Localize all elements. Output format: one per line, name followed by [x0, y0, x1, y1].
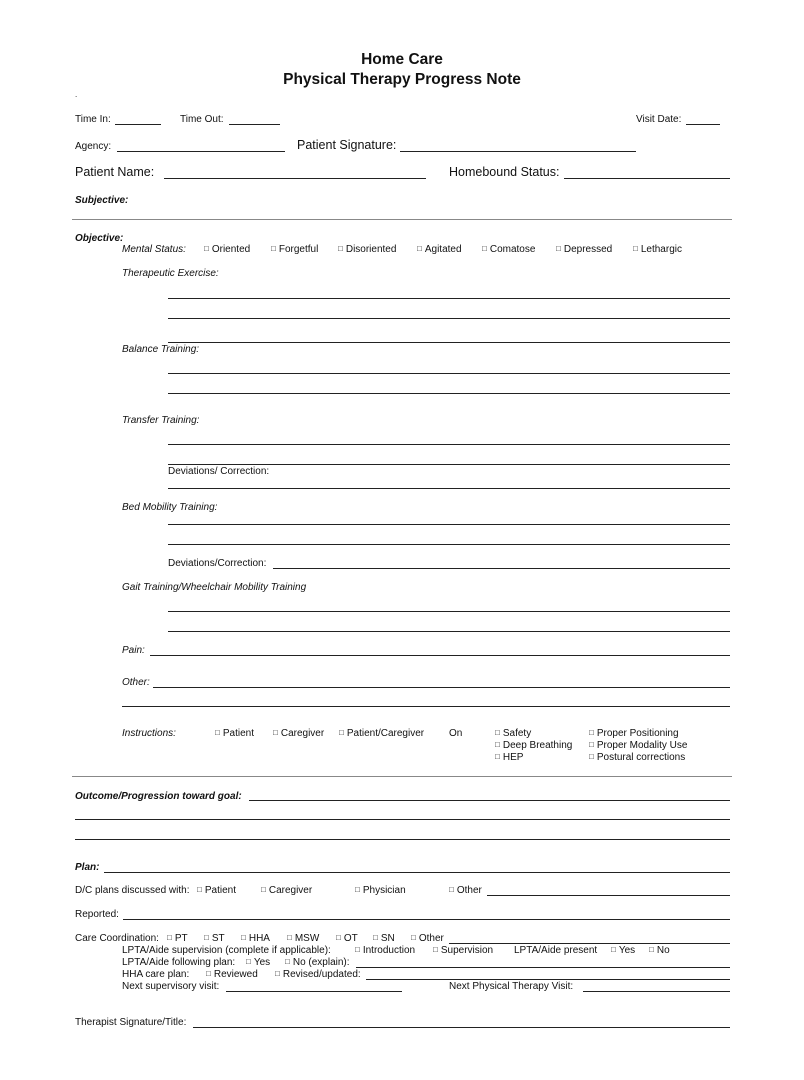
form-subtitle: Physical Therapy Progress Note	[283, 71, 521, 88]
lpta-following-label: LPTA/Aide following plan:	[122, 957, 236, 968]
objective-label: Objective:	[75, 233, 124, 244]
cc-other-checkbox[interactable]: □ Other	[411, 933, 444, 944]
homebound-status-label: Homebound Status:	[449, 165, 560, 179]
subjective-label: Subjective:	[75, 195, 129, 206]
lpta-supervision-label: LPTA/Aide supervision (complete if applicable):	[122, 945, 331, 956]
hha-revised-line[interactable]	[366, 979, 730, 980]
on-label: On	[449, 728, 463, 739]
agency-field[interactable]	[117, 151, 285, 152]
cc-ot-checkbox[interactable]: □ OT	[336, 933, 358, 944]
lpta-present-yes-checkbox[interactable]: □ Yes	[611, 945, 635, 956]
mental-forgetful-checkbox[interactable]: □ Forgetful	[271, 244, 318, 255]
therapist-signature-label: Therapist Signature/Title:	[75, 1017, 187, 1028]
outcome-line[interactable]	[249, 800, 730, 801]
time-out-field[interactable]	[229, 124, 280, 125]
topic-safety-checkbox[interactable]: □ Safety	[495, 728, 531, 739]
plan-line[interactable]	[104, 872, 730, 873]
instructions-label: Instructions:	[122, 728, 176, 739]
topic-hep-checkbox[interactable]: □ HEP	[495, 752, 523, 763]
lpta-explain-line[interactable]	[356, 967, 730, 968]
therapeutic-exercise-line[interactable]	[168, 342, 730, 343]
outcome-line[interactable]	[75, 819, 730, 820]
deviations-correction-line[interactable]	[168, 488, 730, 489]
patient-name-field[interactable]	[164, 178, 426, 179]
mental-oriented-checkbox[interactable]: □ Oriented	[204, 244, 250, 255]
bed-mobility-line[interactable]	[168, 544, 730, 545]
deviations-correction-label: Deviations/ Correction:	[168, 466, 270, 477]
dc-physician-checkbox[interactable]: □ Physician	[355, 885, 406, 896]
topic-deep-breathing-checkbox[interactable]: □ Deep Breathing	[495, 740, 572, 751]
gait-training-line[interactable]	[168, 631, 730, 632]
instr-caregiver-checkbox[interactable]: □ Caregiver	[273, 728, 324, 739]
next-supervisory-label: Next supervisory visit:	[122, 981, 220, 992]
lpta-following-no-checkbox[interactable]: □ No (explain):	[285, 957, 350, 968]
transfer-training-line[interactable]	[168, 444, 730, 445]
cc-sn-checkbox[interactable]: □ SN	[373, 933, 395, 944]
dc-caregiver-checkbox[interactable]: □ Caregiver	[261, 885, 312, 896]
time-in-field[interactable]	[115, 124, 161, 125]
therapeutic-exercise-line[interactable]	[168, 298, 730, 299]
deviations-correction-line[interactable]	[273, 568, 730, 569]
gait-training-line[interactable]	[168, 611, 730, 612]
reported-line[interactable]	[123, 919, 730, 920]
mental-disoriented-checkbox[interactable]: □ Disoriented	[338, 244, 396, 255]
gait-training-label: Gait Training/Wheelchair Mobility Training	[122, 582, 307, 593]
section-divider	[72, 776, 732, 777]
balance-training-line[interactable]	[168, 393, 730, 394]
mental-depressed-checkbox[interactable]: □ Depressed	[556, 244, 612, 255]
cc-st-checkbox[interactable]: □ ST	[204, 933, 225, 944]
homebound-status-field[interactable]	[564, 178, 730, 179]
mental-lethargic-checkbox[interactable]: □ Lethargic	[633, 244, 682, 255]
cc-pt-checkbox[interactable]: □ PT	[167, 933, 188, 944]
transfer-training-label: Transfer Training:	[122, 415, 200, 426]
plan-label: Plan:	[75, 862, 100, 873]
instr-patient-caregiver-checkbox[interactable]: □ Patient/Caregiver	[339, 728, 424, 739]
other-label: Other:	[122, 677, 150, 688]
hha-revised-checkbox[interactable]: □ Revised/updated:	[275, 969, 361, 980]
topic-postural-corrections-checkbox[interactable]: □ Postural corrections	[589, 752, 685, 763]
bed-mobility-label: Bed Mobility Training:	[122, 502, 218, 513]
topic-proper-positioning-checkbox[interactable]: □ Proper Positioning	[589, 728, 679, 739]
mental-status-label: Mental Status:	[122, 244, 186, 255]
bed-mobility-line[interactable]	[168, 524, 730, 525]
care-coordination-label: Care Coordination:	[75, 933, 159, 944]
visit-date-field[interactable]	[686, 124, 720, 125]
hha-reviewed-checkbox[interactable]: □ Reviewed	[206, 969, 258, 980]
topic-proper-modality-checkbox[interactable]: □ Proper Modality Use	[589, 740, 687, 751]
next-pt-visit-line[interactable]	[583, 991, 730, 992]
agency-label: Agency:	[75, 141, 112, 152]
cc-hha-checkbox[interactable]: □ HHA	[241, 933, 270, 944]
instr-patient-checkbox[interactable]: □ Patient	[215, 728, 254, 739]
lpta-present-no-checkbox[interactable]: □ No	[649, 945, 670, 956]
patient-signature-field[interactable]	[400, 151, 636, 152]
cc-msw-checkbox[interactable]: □ MSW	[287, 933, 319, 944]
lpta-present-label: LPTA/Aide present	[514, 945, 598, 956]
reported-label: Reported:	[75, 909, 119, 920]
therapist-signature-line[interactable]	[193, 1027, 730, 1028]
lpta-introduction-checkbox[interactable]: □ Introduction	[355, 945, 415, 956]
therapeutic-exercise-line[interactable]	[168, 318, 730, 319]
dc-other-checkbox[interactable]: □ Other	[449, 885, 482, 896]
balance-training-label: Balance Training:	[122, 344, 200, 355]
other-line[interactable]	[122, 706, 730, 707]
mental-agitated-checkbox[interactable]: □ Agitated	[417, 244, 462, 255]
pain-line[interactable]	[150, 655, 730, 656]
dot-mark: .	[75, 90, 78, 99]
other-line[interactable]	[153, 687, 730, 688]
time-out-label: Time Out:	[180, 114, 224, 125]
mental-comatose-checkbox[interactable]: □ Comatose	[482, 244, 535, 255]
transfer-training-line[interactable]	[168, 464, 730, 465]
dc-patient-checkbox[interactable]: □ Patient	[197, 885, 236, 896]
next-supervisory-line[interactable]	[226, 991, 402, 992]
form-title: Home Care	[361, 51, 443, 68]
patient-name-label: Patient Name:	[75, 165, 155, 179]
dc-plans-label: D/C plans discussed with:	[75, 885, 190, 896]
deviations-correction-label: Deviations/Correction:	[168, 558, 267, 569]
next-pt-visit-label: Next Physical Therapy Visit:	[449, 981, 574, 992]
outcome-label: Outcome/Progression toward goal:	[75, 791, 242, 802]
cc-other-line[interactable]	[449, 943, 730, 944]
lpta-following-yes-checkbox[interactable]: □ Yes	[246, 957, 270, 968]
lpta-supervision-checkbox[interactable]: □ Supervision	[433, 945, 493, 956]
hha-care-plan-label: HHA care plan:	[122, 969, 190, 980]
pain-label: Pain:	[122, 645, 145, 656]
patient-signature-label: Patient Signature:	[297, 138, 397, 152]
dc-other-line[interactable]	[487, 895, 730, 896]
time-in-label: Time In:	[75, 114, 111, 125]
section-divider	[72, 219, 732, 220]
outcome-line[interactable]	[75, 839, 730, 840]
balance-training-line[interactable]	[168, 373, 730, 374]
visit-date-label: Visit Date:	[636, 114, 682, 125]
therapeutic-exercise-label: Therapeutic Exercise:	[122, 268, 219, 279]
